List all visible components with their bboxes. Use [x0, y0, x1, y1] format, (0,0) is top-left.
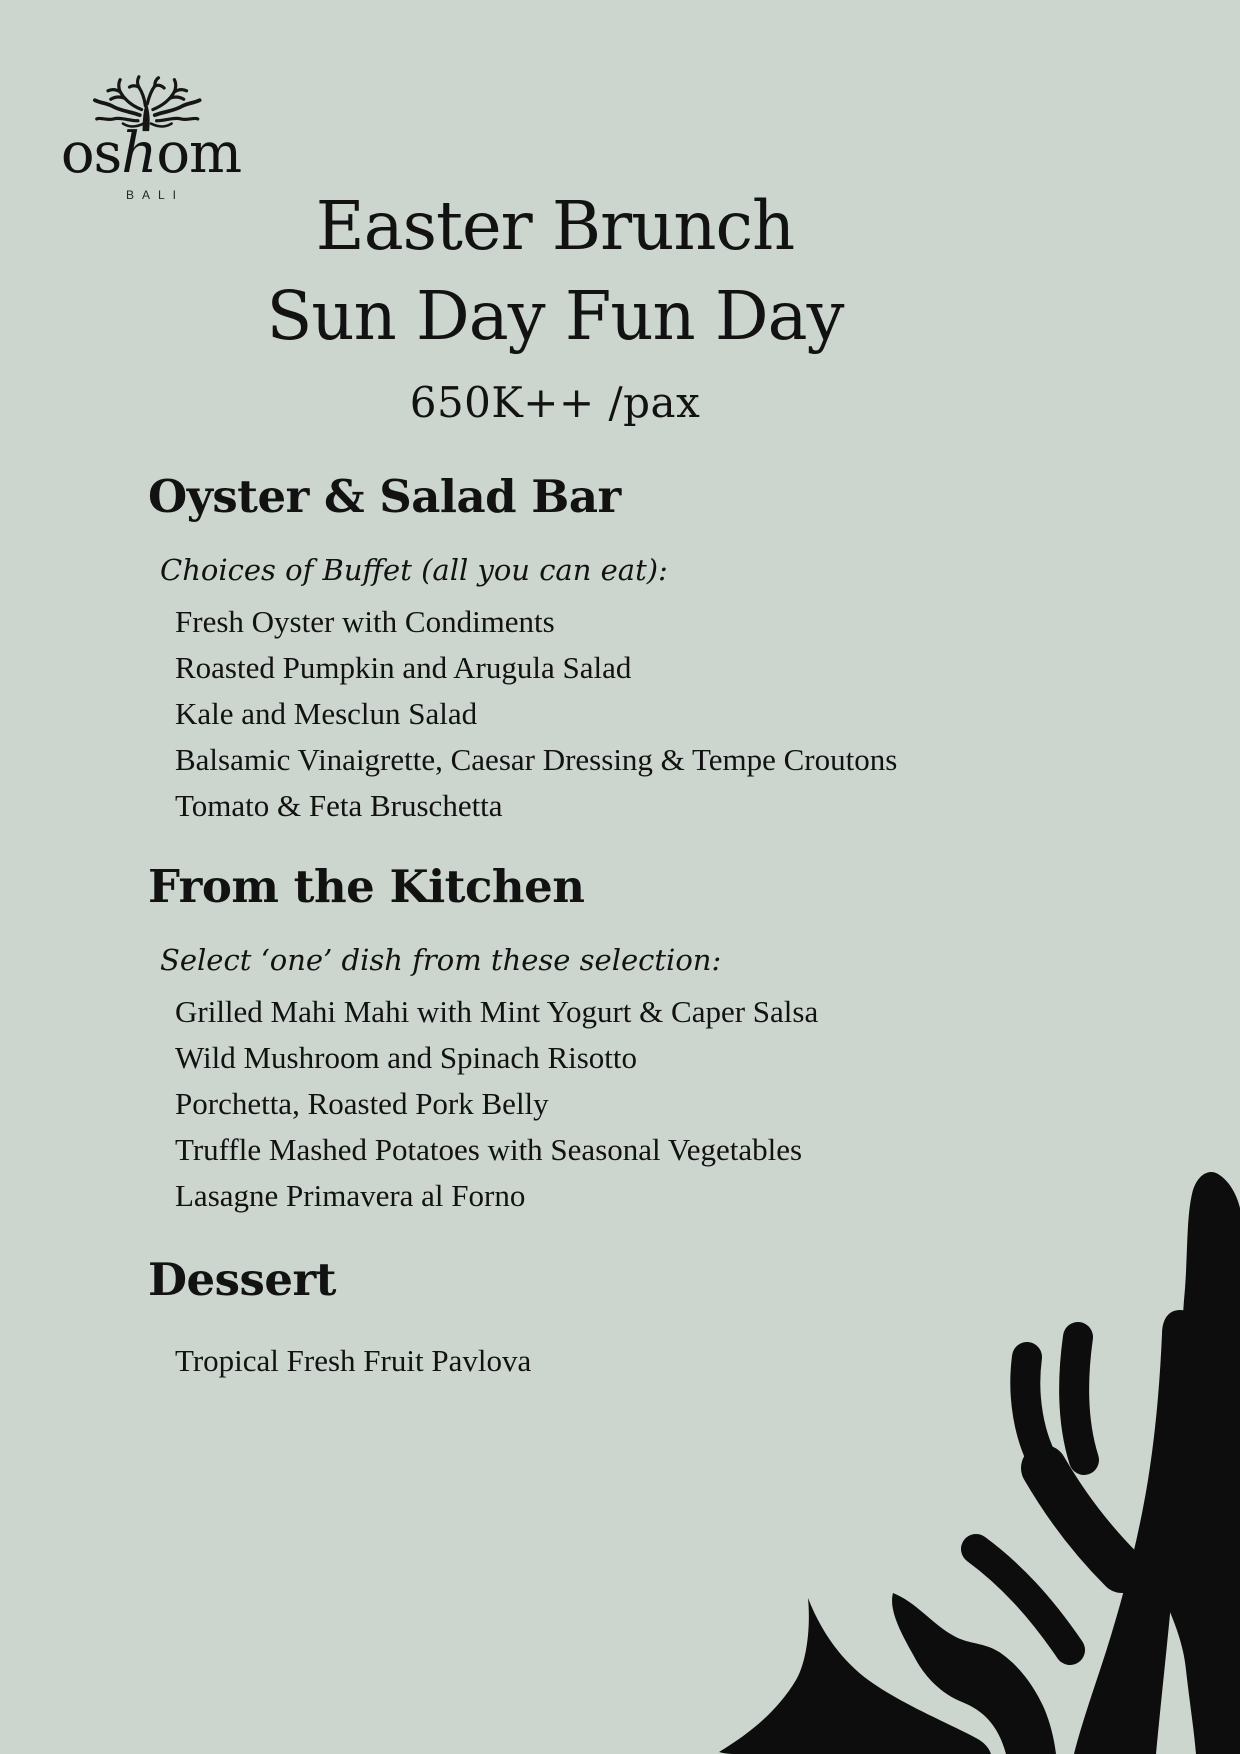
menu-item: Porchetta, Roasted Pork Belly	[175, 1086, 549, 1121]
menu-item: Roasted Pumpkin and Arugula Salad	[175, 650, 632, 685]
section-heading: Oyster & Salad Bar	[148, 470, 621, 523]
brand-word-part-italic: h	[121, 121, 157, 186]
page-title-line2: Sun Day Fun Day	[266, 276, 844, 355]
menu-item: Kale and Mesclun Salad	[175, 696, 478, 731]
brand-wordmark	[60, 121, 242, 186]
brand-word-part: om	[156, 121, 242, 186]
section-note: Select ‘one’ dish from these selection:	[160, 943, 722, 977]
coral-silhouette-graphic	[620, 1150, 1240, 1754]
menu-item: Grilled Mahi Mahi with Mint Yogurt & Caper Salsa	[175, 994, 819, 1029]
menu-item: Tropical Fresh Fruit Pavlova	[175, 1343, 532, 1378]
menu-item: Lasagne Primavera al Forno	[175, 1178, 526, 1213]
menu-item: Truffle Mashed Potatoes with Seasonal Vegetables	[175, 1132, 803, 1167]
section-note: Choices of Buffet (all you can eat):	[160, 553, 668, 587]
menu-item: Fresh Oyster with Condiments	[175, 604, 555, 639]
price-per-pax: 650K++ /pax	[409, 378, 701, 427]
menu-item: Wild Mushroom and Spinach Risotto	[175, 1040, 638, 1075]
section-heading: Dessert	[148, 1253, 336, 1306]
page-title-line1: Easter Brunch	[315, 187, 795, 265]
brand-word-part: os	[60, 121, 122, 186]
brand-location-label: BALI	[125, 188, 184, 202]
menu-item: Tomato & Feta Bruschetta	[175, 788, 503, 823]
menu-section-oyster-salad-bar	[0, 470, 1120, 829]
section-items	[175, 599, 1120, 829]
page-title	[0, 182, 1110, 362]
menu-item: Balsamic Vinaigrette, Caesar Dressing & Tempe Croutons	[175, 742, 898, 777]
section-heading: From the Kitchen	[148, 860, 585, 913]
